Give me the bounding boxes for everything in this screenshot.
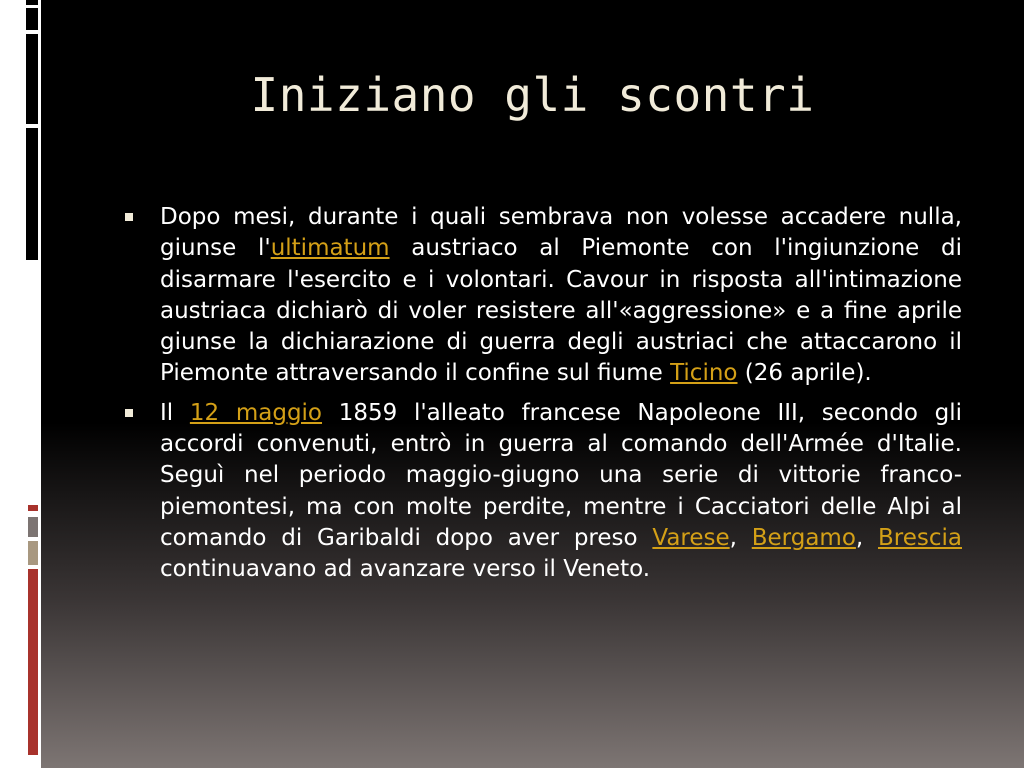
decorative-bars-bottom	[28, 505, 40, 755]
deco-bar	[26, 34, 38, 124]
link-varese[interactable]: Varese	[652, 524, 730, 551]
link-bergamo[interactable]: Bergamo	[751, 524, 856, 551]
slide-title: Iniziano gli scontri	[250, 68, 815, 122]
bullet-text: Dopo mesi, durante i quali sembrava non volesse accadere nulla, giunse l'	[160, 204, 962, 262]
deco-bar-gray	[28, 517, 38, 537]
deco-bar-red	[28, 569, 38, 755]
link-ultimatum[interactable]: ultimatum	[270, 235, 390, 262]
bullet-item	[120, 398, 962, 586]
bullet-list	[120, 202, 962, 586]
decorative-bars-top	[26, 0, 38, 260]
deco-bar	[26, 0, 38, 5]
deco-bar-red	[28, 505, 38, 511]
deco-bar	[26, 8, 38, 30]
bullet-text: 1859 l'alleato francese Napoleone III, secondo gli accordi convenuti, entrò in guerra al comando dell'Armée d'Italie. Seguì nel periodo maggio-giugno una serie di vittorie franco-piemontesi, ma con molte perdite, mentre i Cacciatori delle Alpi al comando di Garibaldi dopo aver preso	[160, 399, 962, 551]
slide-content	[120, 202, 962, 594]
separator: ,	[855, 524, 878, 551]
square-bullet-icon	[125, 213, 133, 221]
deco-bar	[26, 128, 38, 260]
deco-bar-tan	[28, 541, 38, 565]
bullet-text: austriaco al Piemonte con l'ingiunzione di disarmare l'esercito e i volontari. Cavour in risposta all'intimazione austriaca dichiarò di voler resistere all'«aggressione» e a fine aprile giunse la dichiarazione di guerra degli austriaci che attaccarono il Piemonte attraversando il confine sul fiume	[160, 235, 962, 387]
bullet-item	[120, 202, 962, 390]
link-ticino[interactable]: Ticino	[670, 360, 738, 387]
link-12-maggio[interactable]: 12 maggio	[189, 399, 323, 426]
square-bullet-icon	[125, 409, 133, 417]
bullet-text: (26 aprile).	[737, 360, 872, 387]
link-brescia[interactable]: Brescia	[878, 524, 962, 551]
bullet-text: continuavano ad avanzare verso il Veneto.	[160, 556, 651, 583]
separator: ,	[729, 524, 752, 551]
bullet-text: Il	[160, 399, 190, 426]
